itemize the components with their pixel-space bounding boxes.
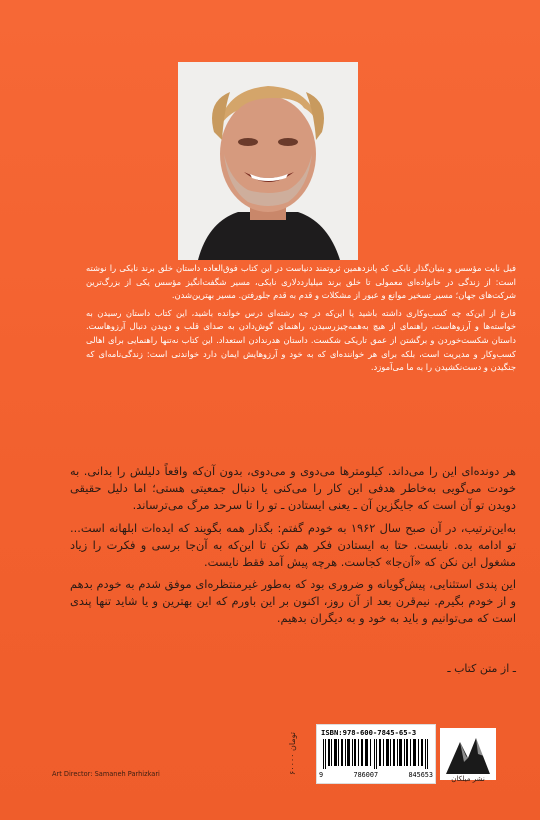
excerpt-source: ـ از متن کتاب ـ xyxy=(447,662,516,675)
barcode-bars-icon xyxy=(323,739,429,769)
barcode-digits xyxy=(319,771,433,779)
book-excerpt xyxy=(70,463,516,633)
author-bio xyxy=(86,262,516,379)
author-photo xyxy=(178,62,358,260)
price-label: ۶۰۰۰۰ تومان xyxy=(288,732,297,776)
author-portrait-image xyxy=(178,62,358,260)
barcode-digit-lead: 9 xyxy=(319,771,324,779)
excerpt-paragraph-3: این پندی استثنایی، پیش‌گویانه و ضروری بود که به‌طور غیرمنتظره‌ای موفق شدم به خودم بدهم و از خودم بگیرم. نیم‌قرن بعد از آن روز، اکنون بر این باورم که این بهترین و یا شاید تنها پندی است که می‌توانیم و باید به خود و به دیگران بدهیم. xyxy=(70,577,516,626)
excerpt-paragraph-2: به‌این‌ترتیب، در آن صبح سال ۱۹۶۲ به خودم گفتم: بگذار همه بگویند که ایده‌ات ابلهانه است... تو ادامه بده. نایست. حتا به ایستادن فکر هم نکن تا این‌که به آن‌جا برسی و فکرت را زیاد مشغول این نکن که «آن‌جا» کجاست. هرچه پیش آمد فقط نایست. xyxy=(70,520,516,569)
barcode-digit-group-2: 845653 xyxy=(408,771,433,779)
excerpt-paragraph-1: هر دونده‌ای این را می‌داند. کیلومترها می‌دوی و می‌دوی، بدون آن‌که واقعاً دلیلش را بدانی. به خودت می‌گویی به‌خاطر هدفی این کار را می‌کنی یا دنبال جمعیتی هستی؛ اما دلیل حقیقی دویدن تو آن است که جایگزین آن ـ یعنی ایستادن ـ تو را تا سرحد مرگ می‌ترساند. xyxy=(70,464,516,512)
bio-paragraph-1: فیل نایت مؤسس و بنیان‌گذار نایکی که پانزدهمین ثروتمند دنیاست در این کتاب فوق‌العاده داستان خلق برند نایکی را نوشته است: از زندگی در خانواده‌ای معمولی تا خلق برند میلیارددلاری نایکی، مسیر شگفت‌انگیز مؤسس یکی از بزرگ‌ترین شرکت‌های جهان؛ مسیر تسخیر موانع و عبور از مشکلات و قدم به قدم جلورفتن. مسیر بهترین‌شدن. xyxy=(86,263,516,301)
isbn-barcode xyxy=(316,724,436,784)
publisher-name: نشر میلکان xyxy=(451,775,485,783)
bio-paragraph-2: فارغ از این‌که چه کسب‌وکاری داشته باشید یا این‌که در چه رشته‌ای درس خوانده باشید، این کتاب داستان رسیدن به خواسته‌ها و آرزوهاست، راهنمای از هیچ به‌همه‌چیزرسیدن، راهنمای گوش‌دادن به صدای قلب و دویدن دنبال آرزوهاست. داستان شکست‌خوردن و برگشتن از عمق تاریکی شکست. داستان هدرندادن استعداد. این کتاب نه‌تنها راهنمایی برای اهالی کسب‌وکار و مدیریت است، بلکه برای هر خواننده‌ای که به خود و آرزوهایش ایمان دارد خواندنی است: زندگی‌نامه‌ای که جنگیدن و دست‌نکشیدن را به ما می‌آموزد. xyxy=(86,307,516,373)
art-director-credit: Art Director: Samaneh Parhizkari xyxy=(52,770,160,778)
isbn-number: ISBN:978-600-7845-65-3 xyxy=(321,728,417,737)
barcode-digit-group-1: 786007 xyxy=(353,771,379,779)
